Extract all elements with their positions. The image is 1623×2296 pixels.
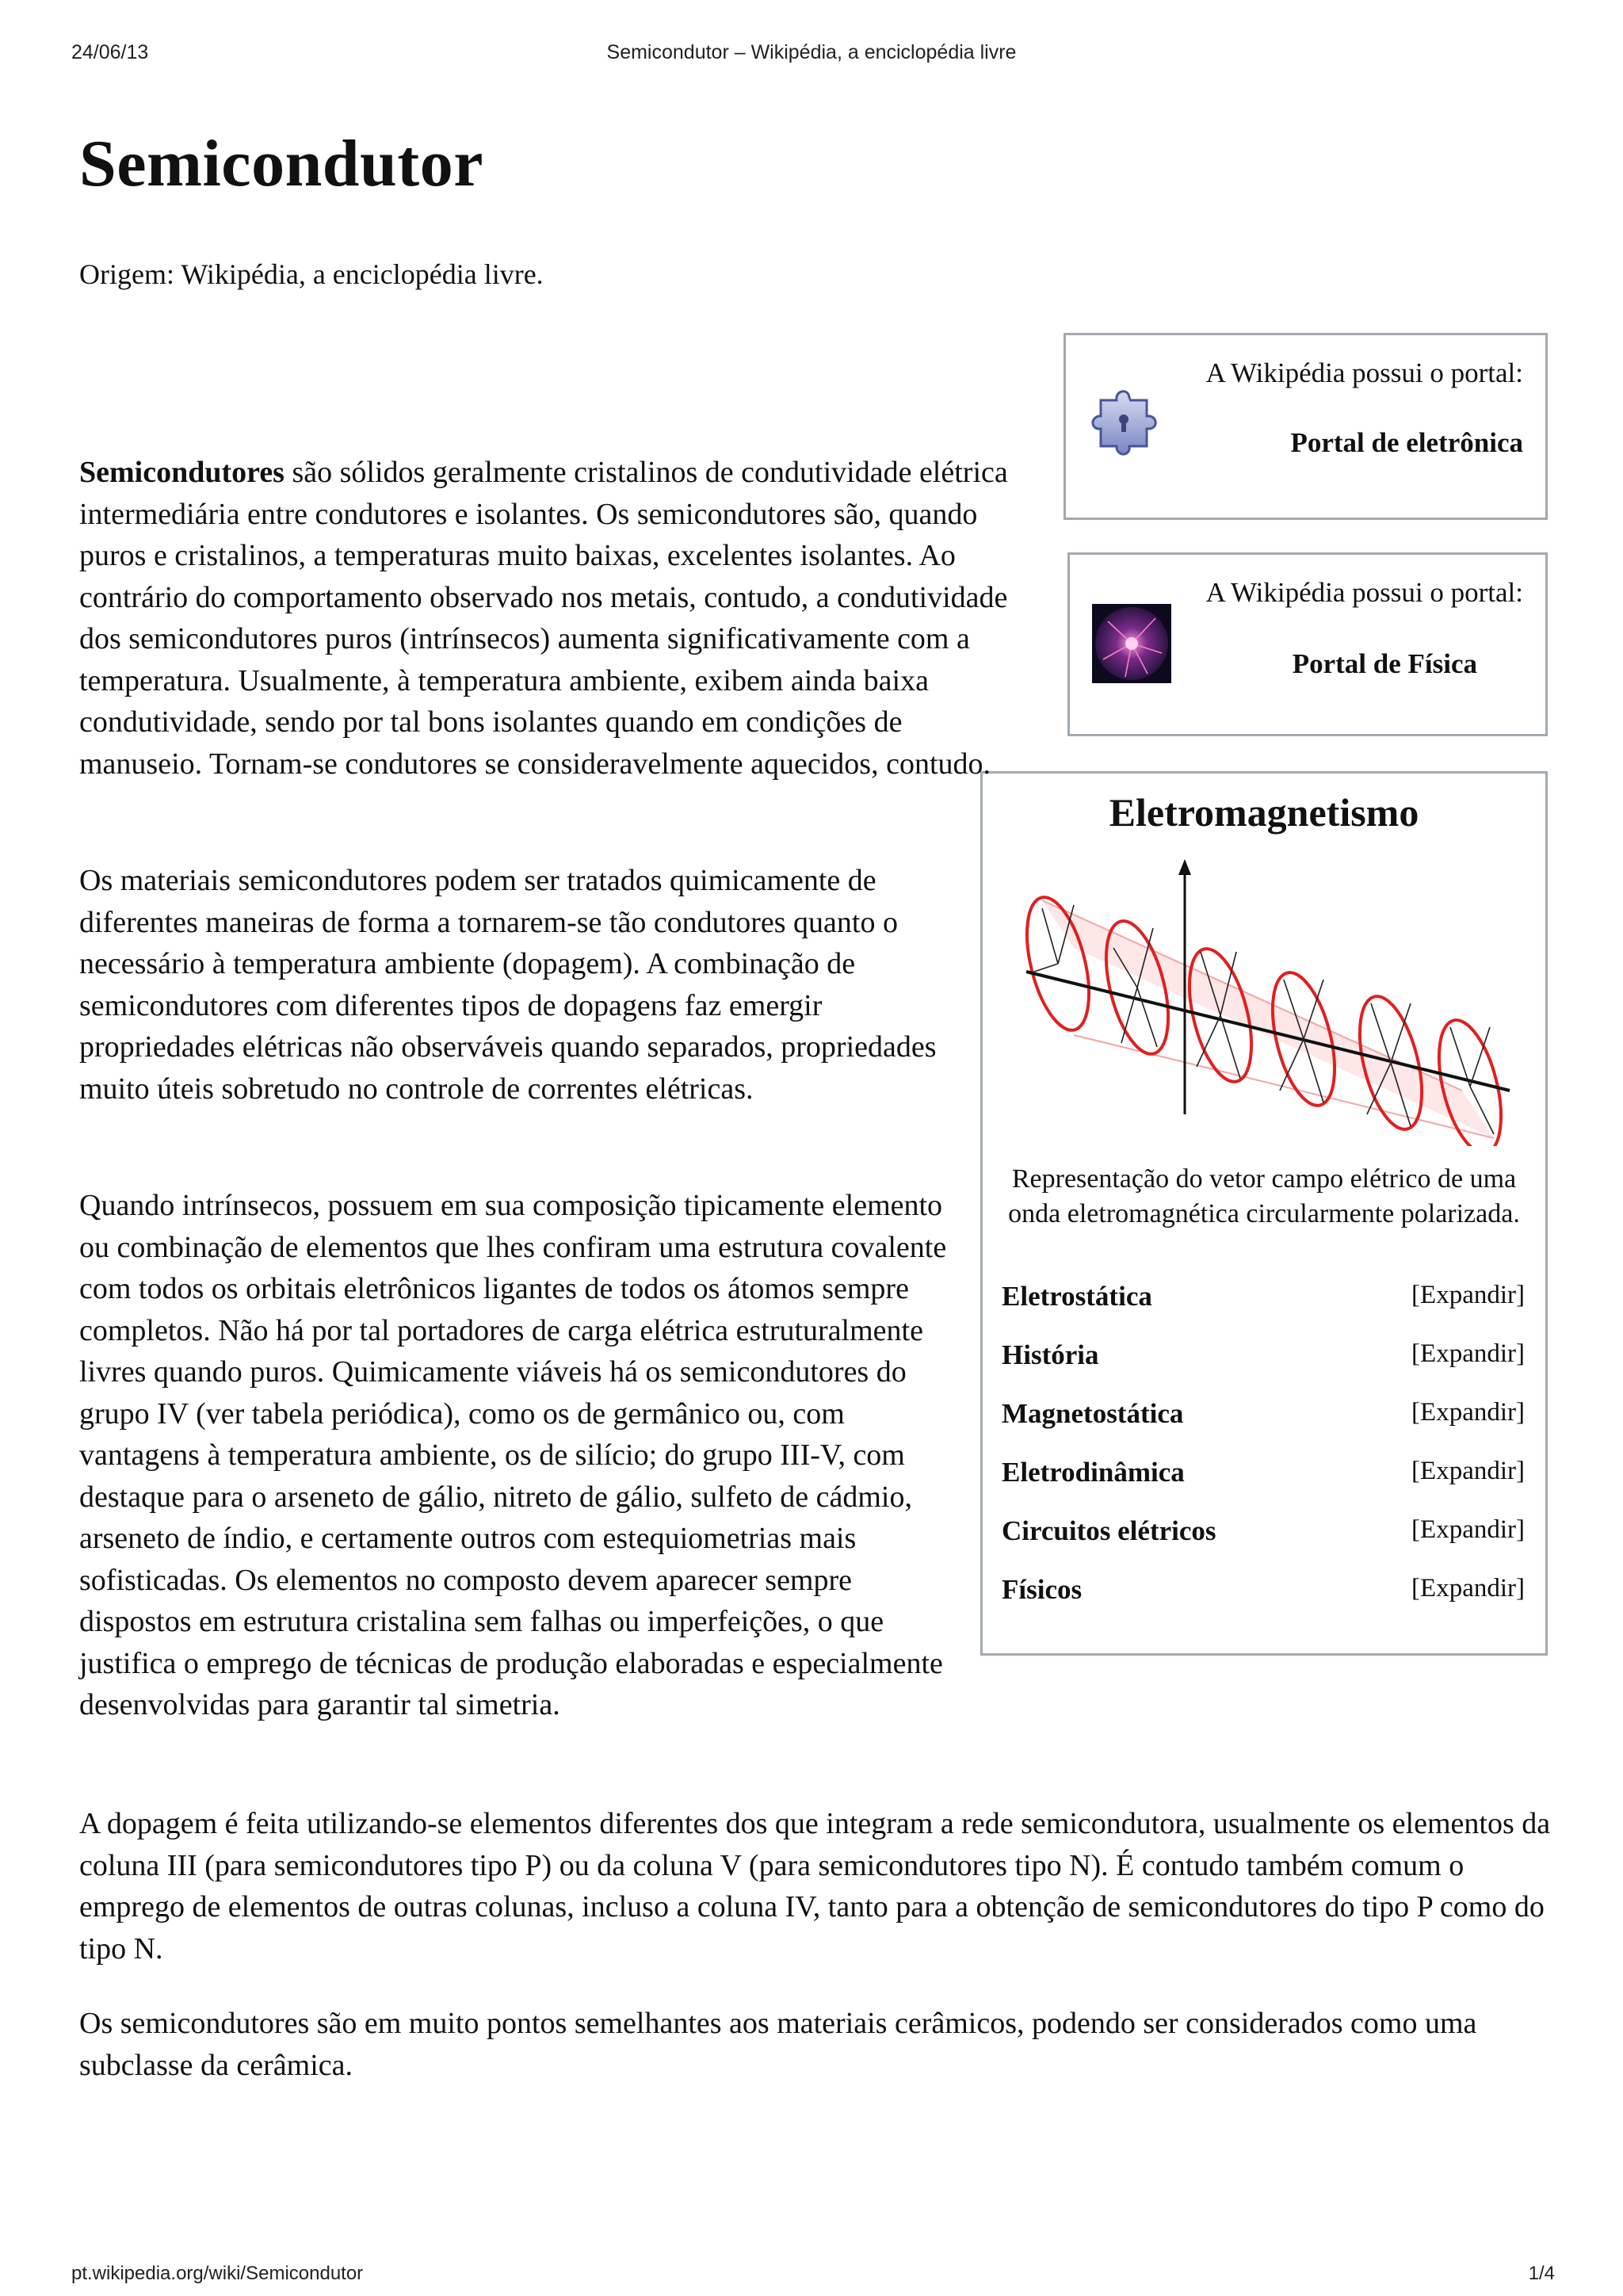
infobox-title: Eletromagnetismo [1109,790,1419,835]
portal-box-electronics [1064,333,1548,520]
paragraph-doping: A dopagem é feita utilizando-se elementos diferentes dos que integram a rede semicondutora, usualmente os elementos da coluna III (para semicondutores tipo P) ou da coluna V (para semicondutores tipo N). É contudo também comum o emprego de elementos de outras colunas, incluso a coluna IV, tanto para a obtenção de semicondutores do tipo P como do tipo N. [79,1807,1551,1966]
infobox-row-label: Eletrodinâmica [1002,1457,1185,1488]
print-page-title: Semicondutor – Wikipédia, a enciclopédia livre [606,41,1017,63]
portal-intro: A Wikipédia possui o portal: [1205,357,1523,388]
expand-button[interactable]: [Expandir] [1411,1398,1525,1427]
page-title: Semicondutor [79,127,483,201]
infobox-row-magnetostatics [1002,1398,1525,1438]
expand-button[interactable]: [Expandir] [1411,1457,1525,1485]
infobox-electromagnetism [980,771,1548,1656]
portal-intro: A Wikipédia possui o portal: [1205,577,1523,608]
infobox-row-circuits [1002,1515,1525,1555]
infobox-row-label: Eletrostática [1002,1281,1152,1312]
print-date: 24/06/13 [71,41,149,63]
circular-polarization-wave-image[interactable] [1018,853,1518,1150]
expand-button[interactable]: [Expandir] [1411,1339,1525,1368]
plasma-ball-icon [1092,604,1171,687]
portal-link-physics[interactable]: Portal de Física [1292,648,1477,679]
paragraph-doping-intro: Os materiais semicondutores podem ser tratados quimicamente de diferentes maneiras de forma a tornarem-se tão condutores quanto o necessário à temperatura ambiente (dopagem). A combinação de semicondutores com diferentes tipos de dopagens faz emergir propriedades elétricas não observáveis quando separados, propriedades muito úteis sobretudo no controle de correntes elétricas. [79,864,937,1106]
print-url: pt.wikipedia.org/wiki/Semicondutor [71,2263,364,2284]
portal-link-electronics[interactable]: Portal de eletrônica [1290,427,1523,458]
term-semicondutores: Semicondutores [79,456,285,489]
paragraph-intro [79,452,1030,785]
expand-button[interactable]: [Expandir] [1411,1515,1525,1544]
print-page-number: 1/4 [1528,2263,1555,2284]
paragraph-intro-text: são sólidos geralmente cristalinos de condutividade elétrica intermediária entre condutores e isolantes. Os semicondutores são, quando puros e cristalinos, a temperaturas muito baixas, excelentes isolantes. Ao contrário do comportamento observado nos metais, contudo, a condutividade dos semicondutores puros (intrínsecos) aumenta significativamente com a temperatura. Usualmente, à temperatura ambiente, exibem ainda baixa condutividade, sendo por tal bons isolantes quando em condições de manuseio. Tornam-se condutores se consideravelmente aquecidos, contudo. [79,456,1008,781]
portal-box-physics [1067,552,1548,736]
infobox-row-history [1002,1339,1525,1379]
origin-line: Origem: Wikipédia, a enciclopédia livre. [79,258,544,290]
paragraph-ceramics: Os semicondutores são em muito pontos semelhantes aos materiais cerâmicos, podendo ser considerados como uma subclasse da cerâmica. [79,2007,1477,2082]
expand-button[interactable]: [Expandir] [1411,1574,1525,1603]
infobox-row-label: História [1002,1339,1099,1370]
infobox-row-electrostatics [1002,1281,1525,1320]
infobox-row-electrodynamics [1002,1457,1525,1496]
infobox-row-label: Magnetostática [1002,1398,1184,1429]
infobox-row-physicists [1002,1574,1525,1614]
infobox-row-label: Circuitos elétricos [1002,1515,1216,1546]
infobox-caption: Representação do vetor campo elétrico de uma onda eletromagnética circularmente polarizada. [1008,1164,1520,1228]
infobox-row-label: Físicos [1002,1574,1083,1605]
puzzle-piece-icon [1086,383,1169,466]
expand-button[interactable]: [Expandir] [1411,1281,1525,1309]
paragraph-composition: Quando intrínsecos, possuem em sua composição tipicamente elemento ou combinação de elementos que lhes confiram uma estrutura covalente com todos os orbitais eletrônicos ligantes de todos os átomos sempre completos. Não há por tal portadores de carga elétrica estruturalmente livres quando puros. Quimicamente viáveis há os semicondutores do grupo IV (ver tabela periódica), como os de germânico ou, com vantagens à temperatura ambiente, os de silício; do grupo III-V, com destaque para o arseneto de gálio, nitreto de gálio, sulfeto de cádmio, arseneto de índio, e certamente outros com estequiometrias mais sofisticadas. Os elementos no composto devem aparecer sempre dispostos em estrutura cristalina sem falhas ou imperfeições, o que justifica o emprego de técnicas de produção elaboradas e especialmente desenvolvidas para garantir tal simetria. [79,1189,947,1721]
